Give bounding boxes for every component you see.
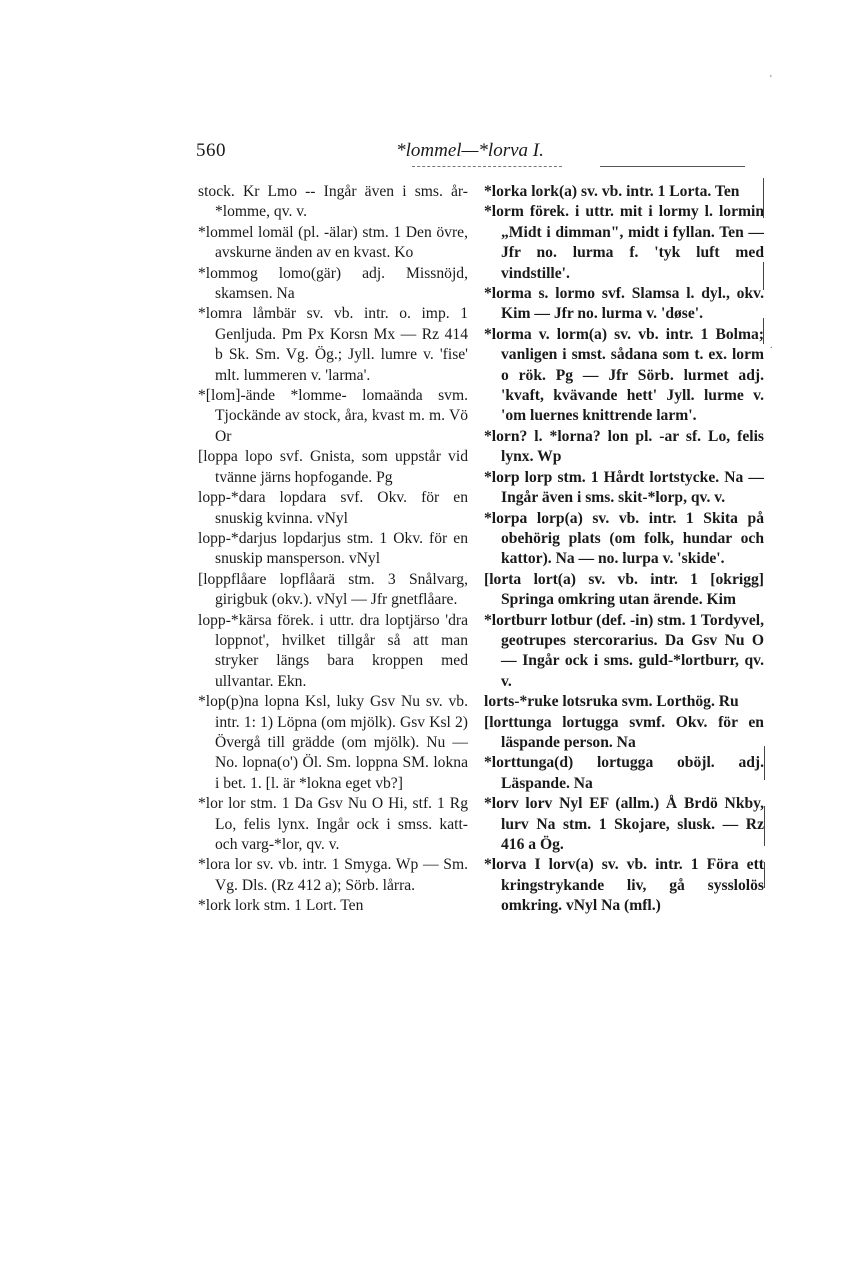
dictionary-entry: *lorttunga(d) lortugga oböjl. adj. Läspande. Na — [484, 754, 764, 792]
margin-mark — [764, 806, 765, 846]
dictionary-entry: *lorpa lorp(a) sv. vb. intr. 1 Skita på obehörig plats (om folk, hundar och kattor). Na — no. lurpa v. 'skide'. — [484, 509, 764, 568]
dictionary-entry: [lorta lort(a) sv. vb. intr. 1 [okrigg] Springa omkring utan ärende. Kim — [484, 570, 764, 609]
margin-tick: . — [770, 340, 773, 351]
dictionary-entry: stock. Kr Lmo -- Ingår även i sms. år-*lomme, qv. v. — [198, 183, 468, 221]
margin-mark — [763, 178, 764, 218]
margin-mark — [764, 746, 765, 780]
dictionary-entry: *lorp lorp stm. 1 Hårdt lortstycke. Na — Ingår även i sms. skit-*lorp, qv. v. — [484, 468, 764, 507]
dictionary-entry: *lomra låmbär sv. vb. intr. o. imp. 1 Genljuda. Pm Px Korsn Mx — Rz 414 b Sk. Sm. Vg. Ög.; Jyll. lumre v. 'fise' mlt. lummeren v. 'larma'. — [198, 305, 468, 384]
left-column — [198, 182, 468, 917]
dictionary-entry: lorts-*ruke lotsruka svm. Lorthög. Ru — [484, 693, 739, 711]
header-rule — [412, 166, 562, 167]
page-number: 560 — [196, 140, 226, 161]
dictionary-entry: *lorva I lorv(a) sv. vb. intr. 1 Föra ett kringstrykande liv, gå sysslolös omkring. vNyl Na (mfl.) — [484, 856, 764, 915]
dictionary-entry: [loppflåare lopflåarä stm. 3 Snålvarg, girigbuk (okv.). vNyl — Jfr gnetflåare. — [198, 570, 468, 609]
running-head: *lommel—*lorva I. — [396, 140, 544, 161]
header-rule — [600, 166, 745, 167]
dictionary-entry: *lora lor sv. vb. intr. 1 Smyga. Wp — Sm. Vg. Dls. (Rz 412 a); Sörb. lårra. — [198, 856, 468, 894]
dictionary-entry: *lommog lomo(gär) adj. Missnöjd, skamsen. Na — [198, 264, 468, 303]
right-column — [484, 182, 764, 917]
dictionary-entry: *lorn? l. *lorna? lon pl. -ar sf. Lo, felis lynx. Wp — [484, 427, 764, 466]
dictionary-entry: *lorv lorv Nyl EF (allm.) Å Brdö Nkby, lurv Na stm. 1 Skojare, slusk. — Rz 416 a Ög. — [484, 795, 764, 853]
dictionary-entry: *lop(p)na lopna Ksl, luky Gsv Nu sv. vb. intr. 1: 1) Löpna (om mjölk). Gsv Ksl 2) Övergå till grädde (om mjölk). Nu — No. lopna(o') Öl. Sm. loppna SM. lokna i bet. 1. [l. är *lokna eget vb?] — [198, 693, 468, 792]
margin-mark — [763, 262, 764, 290]
dictionary-entry: lopp-*kärsa förek. i uttr. dra loptjärso 'dra loppnot', hvilket tillgår så att man stryker längs bara kroppen med ullvantar. Ekn. — [198, 611, 468, 690]
margin-mark — [763, 318, 764, 344]
margin-tick: ' — [770, 74, 772, 85]
dictionary-entry: [loppa lopo svf. Gnista, som uppstår vid tvänne järns hopfogande. Pg — [198, 448, 468, 486]
dictionary-entry: [lorttunga lortugga svmf. Okv. för en läspande person. Na — [484, 713, 764, 751]
dictionary-entry: *lortburr lotbur (def. -in) stm. 1 Tordyvel, geotrupes stercorarius. Da Gsv Nu O — Ingår ock i sms. guld-*lortburr, qv. v. — [484, 611, 764, 690]
dictionary-entry: *[lom]-ände *lomme- lomaända svm. Tjockände av stock, åra, kvast m. m. Vö Or — [198, 387, 468, 445]
dictionary-entry: lopp-*dara lopdara svf. Okv. för en snuskig kvinna. vNyl — [198, 489, 468, 527]
dictionary-entry: *lommel lomäl (pl. -älar) stm. 1 Den övre, avskurne änden av en kvast. Ko — [198, 223, 468, 262]
dictionary-entry: *lorma s. lormo svf. Slamsa l. dyl., okv. Kim — Jfr no. lurma v. 'døse'. — [484, 285, 764, 323]
dictionary-entry: *lor lor stm. 1 Da Gsv Nu O Hi, stf. 1 Rg Lo, felis lynx. Ingår ock i smss. katt- och varg-*lor, qv. v. — [198, 795, 468, 853]
dictionary-entry: *lork lork stm. 1 Lort. Ten — [198, 897, 364, 915]
dictionary-entry: *lorma v. lorm(a) sv. vb. intr. 1 Bolma; vanligen i smst. sådana som t. ex. lorm o rök. Pg — Jfr Sörb. lurmet adj. 'kvaft, kvävande hett' Jyll. lurme v. 'om luernes knittrende larm'. — [484, 325, 764, 425]
dictionary-entry: *lorka lork(a) sv. vb. intr. 1 Lorta. Ten — [484, 183, 740, 200]
margin-mark — [764, 862, 765, 888]
dictionary-entry: *lorm förek. i uttr. mit i lormy l. lormin „Midt i dimman", midt i fyllan. Ten — Jfr no. lurma f. 'tyk luft med vindstille'. — [484, 203, 764, 282]
dictionary-entry: lopp-*darjus lopdarjus stm. 1 Okv. för en snuskip mansperson. vNyl — [198, 529, 468, 568]
